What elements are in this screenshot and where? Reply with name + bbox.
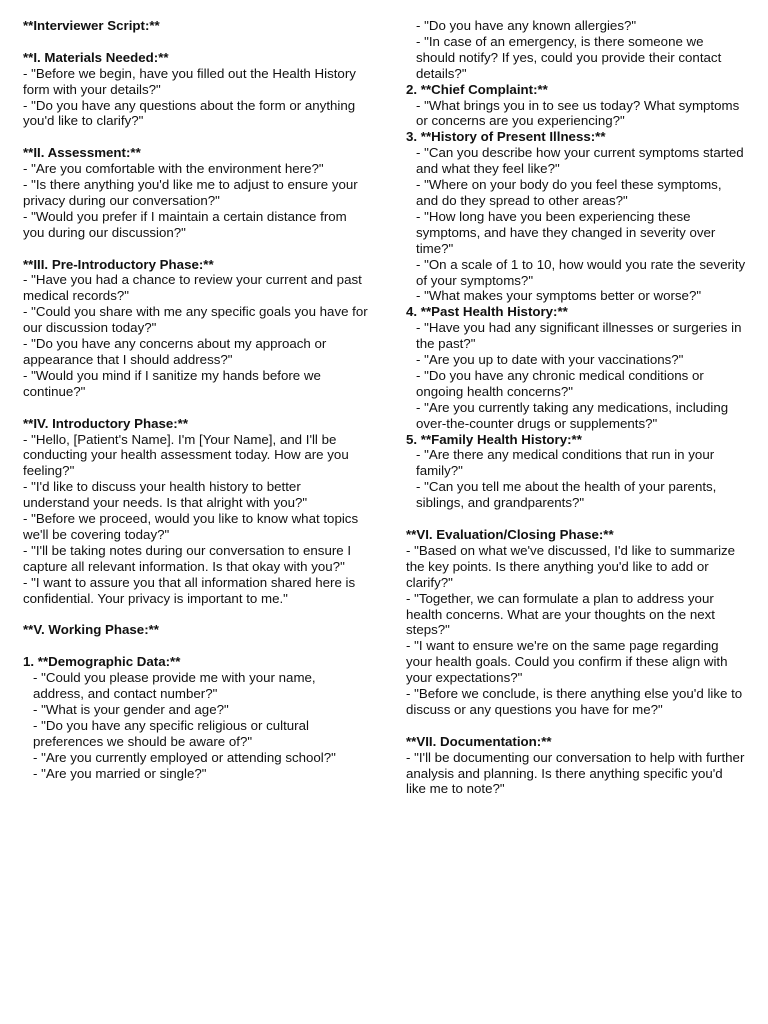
section-heading: **V. Working Phase:** — [23, 622, 159, 638]
question-item: - "I'd like to discuss your health history to better understand your needs. Is that alright with you?" — [23, 479, 308, 511]
question-item: - "Do you have any known allergies?" — [416, 18, 637, 33]
section-heading: **II. Assessment:** — [23, 145, 141, 161]
question-item: - "Would you mind if I sanitize my hands before we continue?" — [23, 367, 321, 399]
question-item: - "Hello, [Patient's Name]. I'm [Your Name], and I'll be conducting your health assessment today. How are you feeling?" — [23, 431, 349, 479]
question-item: - "I want to assure you that all information shared here is confidential. Your privacy is important to me." — [23, 574, 356, 606]
question-item: - "I want to ensure we're on the same page regarding your health goals. Could you confirm if these align with your expectations?" — [406, 638, 728, 686]
question-item: - "Are you currently employed or attending school?" — [33, 749, 336, 765]
question-item: - "Are you comfortable with the environment here?" — [23, 161, 324, 177]
question-item: - "Are you currently taking any medications, including over-the-counter drugs or supplements?" — [416, 399, 729, 431]
question-item: - "Before we begin, have you filled out the Health History form with your details?" — [23, 65, 356, 97]
question-item: - "Before we conclude, is there anything else you'd like to discuss or any questions you have for me?" — [406, 686, 743, 717]
section-heading: **VII. Documentation:** — [406, 733, 552, 749]
subsection-heading: 2. **Chief Complaint:** — [406, 81, 548, 97]
right-column — [406, 18, 746, 797]
question-item: - "Together, we can formulate a plan to address your health concerns. What are your thoughts on the next steps?" — [406, 590, 715, 638]
question-item: - "I'll be documenting our conversation to help with further analysis and planning. Is there anything specific you'd like me to note?" — [406, 749, 745, 797]
question-item: - "What is your gender and age?" — [33, 701, 229, 717]
question-item: - "Have you had any significant illnesses or surgeries in the past?" — [416, 320, 742, 352]
question-item: - "Would you prefer if I maintain a certain distance from you during our discussion?" — [23, 208, 347, 240]
question-item: - "Are you up to date with your vaccinations?" — [416, 352, 684, 368]
section-heading: **VI. Evaluation/Closing Phase:** — [406, 526, 614, 542]
question-item: - "Where on your body do you feel these symptoms, and do they spread to other areas?" — [416, 177, 722, 208]
section-heading: **I. Materials Needed:** — [23, 49, 169, 65]
subsection-heading: 4. **Past Health History:** — [406, 304, 568, 320]
question-item: - "Are you married or single?" — [33, 765, 207, 781]
question-item: - "Could you please provide me with your name, address, and contact number?" — [33, 670, 316, 701]
subsection-heading: 3. **History of Present Illness:** — [406, 129, 606, 145]
subsection-heading: 5. **Family Health History:** — [406, 431, 582, 447]
left-column — [23, 18, 368, 781]
question-item: - "What brings you in to see us today? What symptoms or concerns are you experiencing?" — [416, 97, 740, 129]
question-item: - "Do you have any questions about the form or anything you'd like to clarify?" — [23, 97, 356, 129]
question-item: - "On a scale of 1 to 10, how would you rate the severity of your symptoms?" — [416, 256, 746, 288]
question-item: - "I'll be taking notes during our conversation to ensure I capture all relevant information. Is that okay with you?" — [23, 542, 352, 574]
question-item: - "Do you have any specific religious or cultural preferences we should be aware of?" — [33, 717, 309, 749]
question-item: - "Can you describe how your current symptoms started and what they feel like?" — [416, 145, 744, 177]
question-item: - "What makes your symptoms better or worse?" — [416, 288, 702, 304]
section-heading: **IV. Introductory Phase:** — [23, 415, 189, 431]
subsection-heading: 1. **Demographic Data:** — [23, 654, 181, 670]
script-title: **Interviewer Script:** — [23, 18, 160, 33]
question-item: - "In case of an emergency, is there someone we should notify? If yes, could you provide their contact details?" — [416, 33, 722, 81]
question-item: - "Can you tell me about the health of your parents, siblings, and grandparents?" — [416, 479, 717, 511]
question-item: - "Based on what we've discussed, I'd like to summarize the key points. Is there anything you'd like to add or clarify?" — [406, 542, 736, 590]
question-item: - "Could you share with me any specific goals you have for our discussion today?" — [23, 304, 368, 336]
question-item: - "Do you have any concerns about my approach or appearance that I should address?" — [23, 336, 327, 367]
question-item: - "Is there anything you'd like me to adjust to ensure your privacy during our conversation?" — [23, 177, 358, 208]
question-item: - "How long have you been experiencing these symptoms, and have they changed in severity over time?" — [416, 208, 716, 256]
question-item: - "Are there any medical conditions that run in your family?" — [416, 447, 715, 479]
question-item: - "Before we proceed, would you like to know what topics we'll be covering today?" — [23, 511, 359, 542]
question-item: - "Have you had a chance to review your current and past medical records?" — [23, 272, 362, 304]
question-item: - "Do you have any chronic medical conditions or ongoing health concerns?" — [416, 367, 704, 399]
section-heading: **III. Pre-Introductory Phase:** — [23, 256, 214, 272]
